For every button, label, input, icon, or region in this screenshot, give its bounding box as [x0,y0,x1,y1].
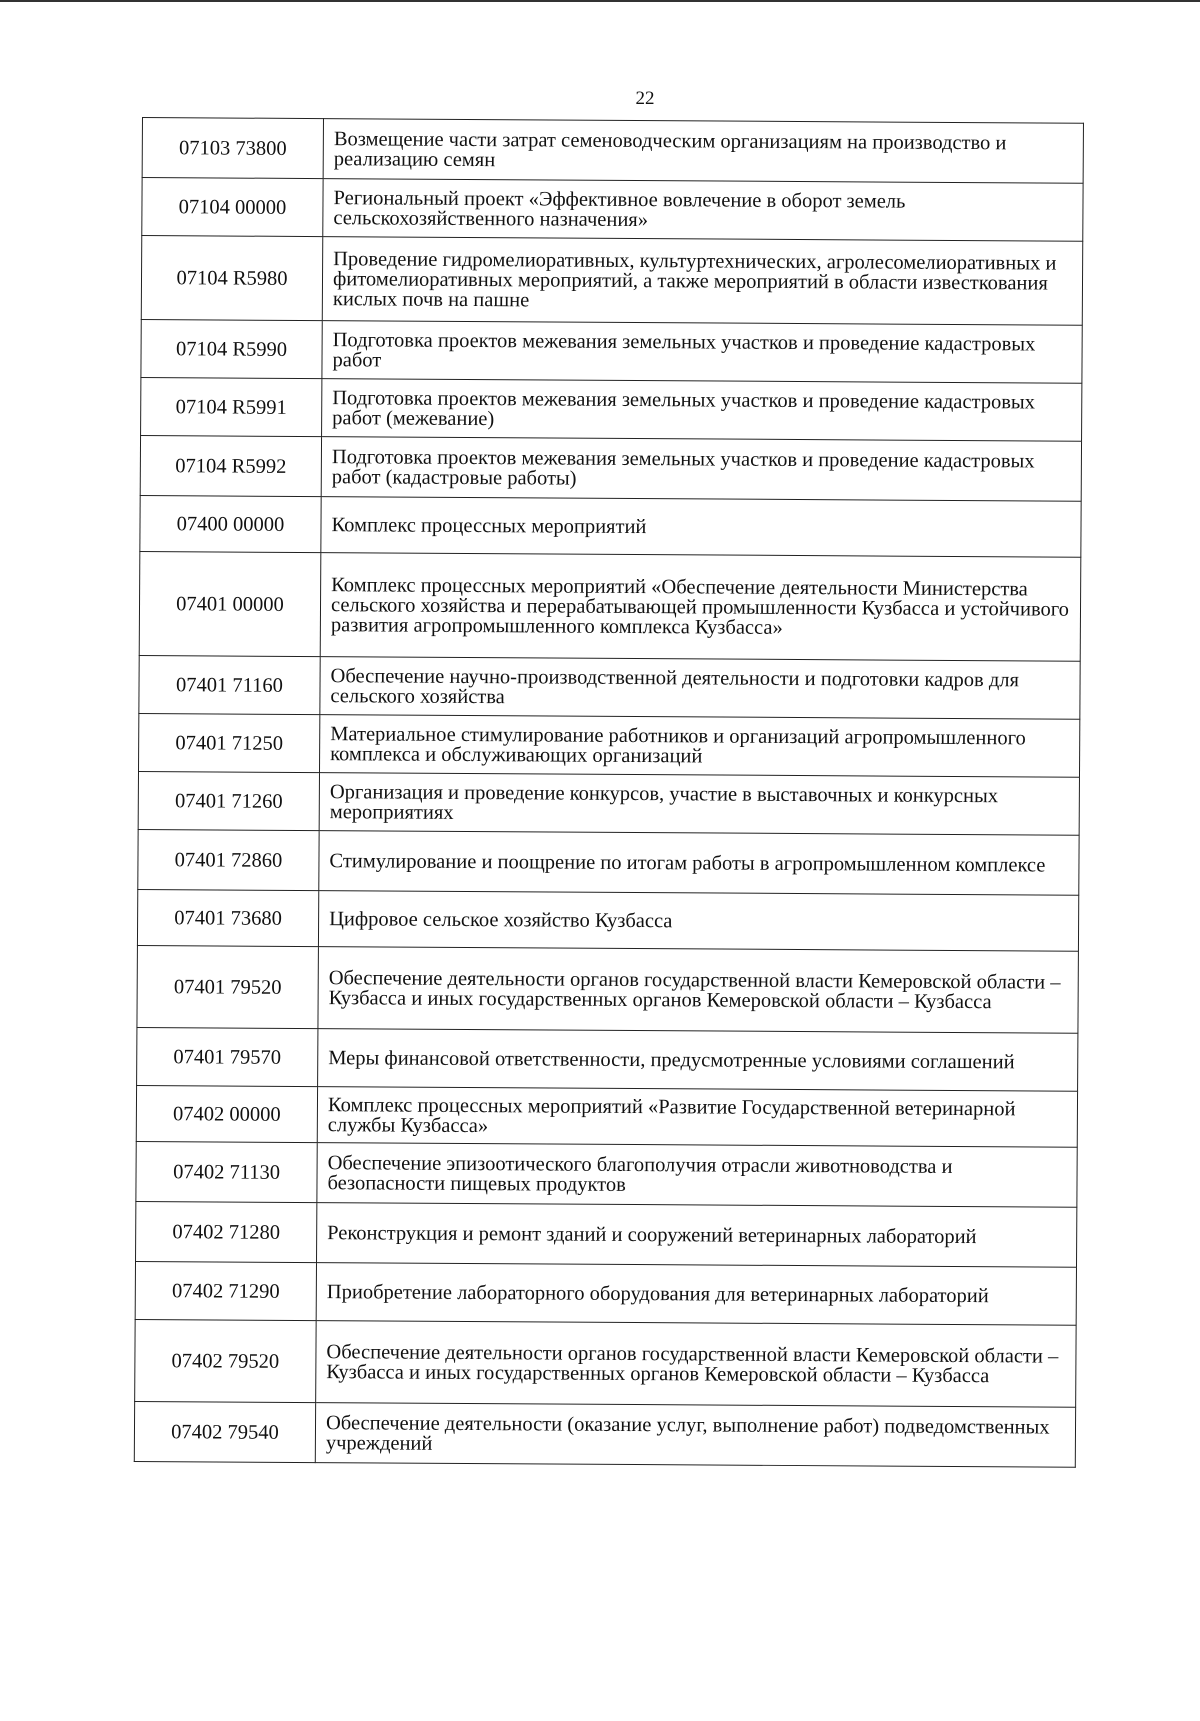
row-code: 07401 79570 [137,1027,318,1086]
row-description: Подготовка проектов межевания земельных участков и проведение кадастровых работ (межевание) [322,379,1082,442]
table-row [137,889,1078,951]
row-description: Материальное стимулирование работников и организаций агропромышленного комплекса и обслуживающих организаций [319,715,1079,778]
row-description: Меры финансовой ответственности, предусмотренные условиями соглашений [318,1029,1078,1092]
table-row [142,118,1083,184]
table-row [137,1027,1078,1091]
table-row [141,319,1082,383]
row-code: 07401 79520 [137,945,318,1028]
scan-edge [0,0,1200,2]
table-row [138,771,1079,835]
row-code: 07401 71160 [139,655,320,714]
row-description: Комплекс процессных мероприятий «Обеспечение деятельности Министерства сельского хозяйства и перерабатывающей промышленности Кузбасса и устойчивого развития агропромышленного комплекса Кузбасса» [320,553,1081,662]
row-description: Возмещение части затрат семеноводческим организациям на производство и реализацию семян [323,119,1083,184]
row-code: 07103 73800 [142,118,323,179]
row-code: 07401 71260 [138,771,319,830]
row-code: 07401 71250 [139,713,320,772]
row-code: 07401 73680 [137,889,318,946]
table-row [135,1319,1076,1407]
row-code: 07104 R5990 [141,319,322,378]
budget-codes-table [134,117,1084,1468]
row-code: 07401 00000 [139,551,321,656]
table-row [142,178,1083,242]
row-description: Реконструкция и ремонт зданий и сооружений ветеринарных лабораторий [317,1203,1077,1268]
table-row [140,435,1081,501]
row-description: Обеспечение деятельности органов государственной власти Кемеровской области – Кузбасса и иных государственных органов Кемеровской области – Кузбасса [318,947,1078,1034]
row-code: 07401 72860 [138,829,319,890]
row-code: 07402 79540 [134,1401,315,1462]
table-row [141,236,1082,326]
row-code: 07402 71280 [136,1201,317,1262]
table-row [136,1201,1077,1267]
row-description: Комплекс процессных мероприятий «Развитие Государственной ветеринарной службы Кузбасса» [317,1087,1077,1148]
table-row [141,377,1082,441]
row-code: 07402 71290 [135,1261,316,1320]
table-row [136,1141,1077,1207]
table-row [139,655,1080,719]
row-description: Стимулирование и поощрение по итогам работы в агропромышленном комплексе [319,831,1079,896]
row-description: Подготовка проектов межевания земельных участков и проведение кадастровых работ (кадастровые работы) [321,437,1081,502]
row-code: 07400 00000 [140,495,321,552]
page-number: 22 [635,88,655,109]
row-description: Обеспечение деятельности (оказание услуг, выполнение работ) подведомственных учреждений [315,1403,1075,1468]
row-code: 07402 79520 [135,1319,316,1402]
row-code: 07104 R5980 [141,236,323,321]
row-description: Организация и проведение конкурсов, участие в выставочных и конкурсных мероприятиях [319,773,1079,836]
row-description: Обеспечение деятельности органов государственной власти Кемеровской области – Кузбасса и иных государственных органов Кемеровской области – Кузбасса [316,1321,1076,1408]
row-description: Региональный проект «Эффективное вовлечение в оборот земель сельскохозяйственного назначения» [323,179,1083,242]
row-description: Обеспечение эпизоотического благополучия отрасли животноводства и безопасности пищевых продуктов [317,1143,1077,1208]
row-code: 07104 R5991 [141,377,322,436]
table-row [134,1401,1075,1467]
row-code: 07104 R5992 [140,435,321,496]
table-body [134,118,1083,1468]
row-code: 07402 71130 [136,1141,317,1202]
row-description: Проведение гидромелиоративных, культуртехнических, агролесомелиоративных и фитомелиоративных мероприятий, а также мероприятий в области известкования кислых почв на пашне [322,237,1082,326]
table-row [139,551,1081,661]
table-row [135,1261,1076,1325]
row-description: Комплекс процессных мероприятий [321,497,1081,558]
row-description: Подготовка проектов межевания земельных участков и проведение кадастровых работ [322,321,1082,384]
table-row [140,495,1081,557]
row-description: Цифровое сельское хозяйство Кузбасса [318,891,1078,952]
table-row [138,829,1079,895]
table-row [139,713,1080,777]
table-row [136,1085,1077,1147]
row-description: Приобретение лабораторного оборудования для ветеринарных лабораторий [316,1263,1076,1326]
row-code: 07402 00000 [136,1085,317,1142]
row-description: Обеспечение научно-производственной деятельности и подготовки кадров для сельского хозяйства [320,657,1080,720]
table-row [137,945,1078,1033]
row-code: 07104 00000 [142,178,323,237]
